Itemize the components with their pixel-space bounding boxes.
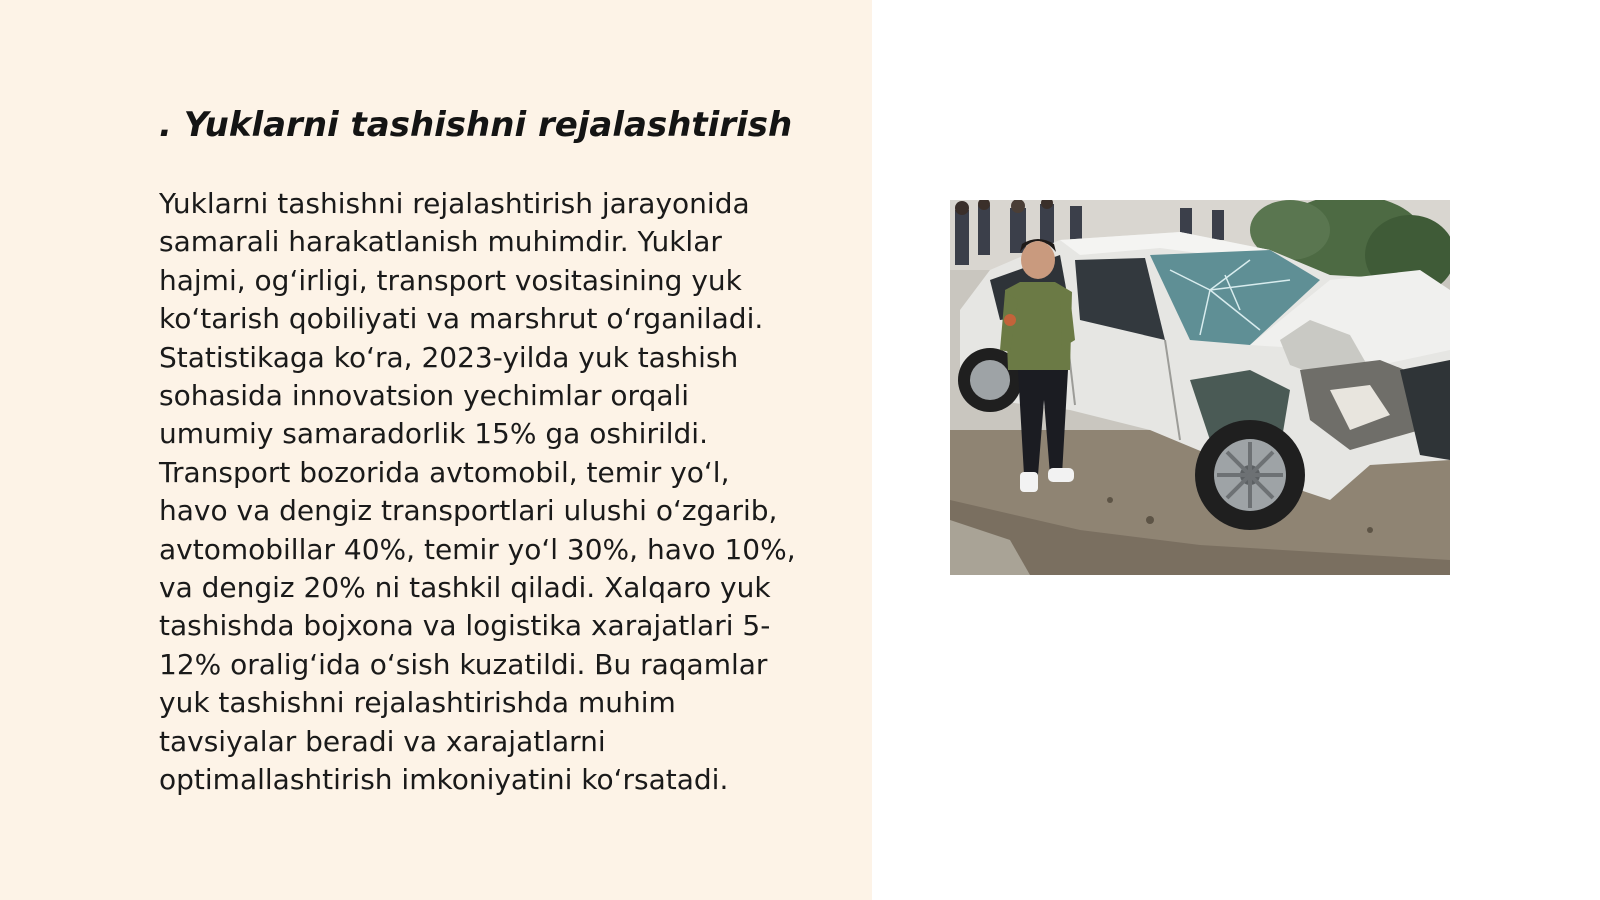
body-line: yuk tashishni rejalashtirishda muhim bbox=[159, 686, 676, 720]
body-line: Statistikaga ko‘ra, 2023-yilda yuk tashish bbox=[159, 340, 739, 374]
slide-body-text bbox=[159, 185, 839, 800]
body-line: optimallashtirish imkoniyatini ko‘rsatadi. bbox=[159, 763, 729, 797]
body-line: Transport bozorida avtomobil, temir yo‘l, bbox=[159, 455, 730, 489]
body-line: va dengiz 20% ni tashkil qiladi. Xalqaro yuk bbox=[159, 571, 771, 605]
body-line: hajmi, og‘irligi, transport vositasining yuk bbox=[159, 263, 742, 297]
body-line: Yuklarni tashishni rejalashtirish jarayonida bbox=[159, 187, 750, 220]
body-line: 12% oralig‘ida o‘sish kuzatildi. Bu raqamlar bbox=[159, 647, 768, 681]
body-line: sohasida innovatsion yechimlar orqali bbox=[159, 379, 690, 413]
wrecked-car-photo bbox=[950, 200, 1450, 575]
wrecked-car-illustration bbox=[950, 200, 1450, 575]
body-line: havo va dengiz transportlari ulushi o‘zgarib, bbox=[159, 494, 778, 528]
body-line: avtomobillar 40%, temir yo‘l 30%, havo 10%, bbox=[159, 532, 796, 566]
slide-title: . Yuklarni tashishni rejalashtirish bbox=[159, 105, 793, 145]
body-line: tavsiyalar beradi va xarajatlarni bbox=[159, 724, 606, 758]
body-line: tashishda bojxona va logistika xarajatlari 5- bbox=[159, 609, 771, 643]
body-line: ko‘tarish qobiliyati va marshrut o‘rganiladi. bbox=[159, 302, 764, 336]
body-line: samarali harakatlanish muhimdir. Yuklar bbox=[159, 225, 722, 259]
body-line: umumiy samaradorlik 15% ga oshirildi. bbox=[159, 417, 708, 451]
